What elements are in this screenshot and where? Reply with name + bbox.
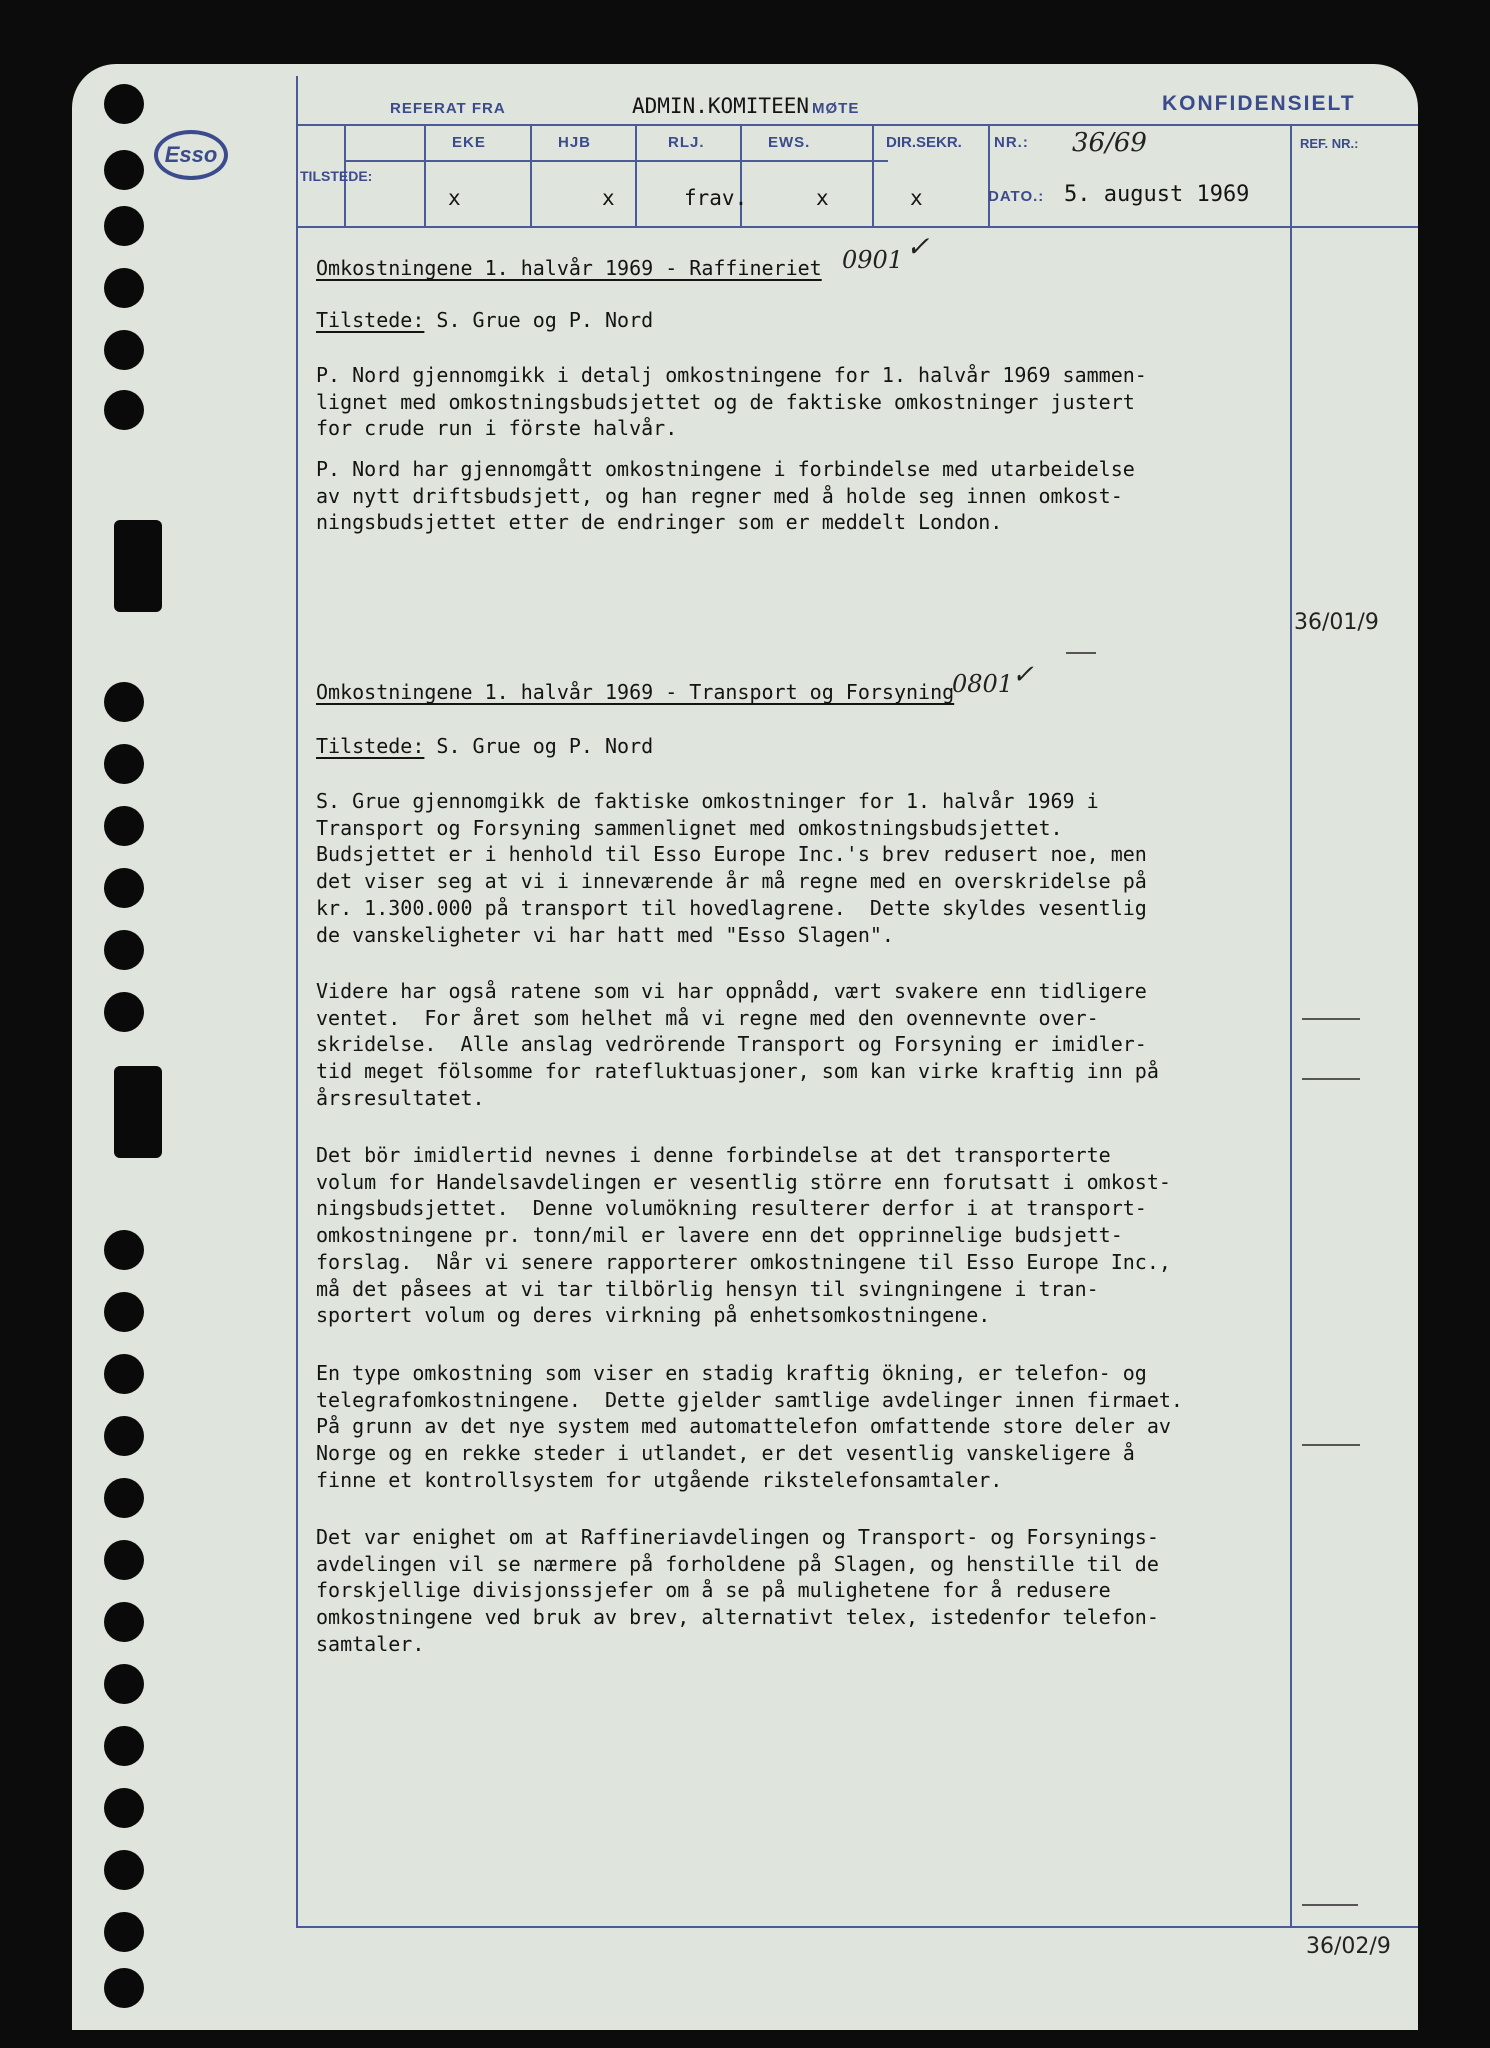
col-label-hjb: HJB — [558, 134, 592, 151]
form-divider — [872, 126, 874, 226]
binder-hole — [104, 1664, 144, 1704]
document-page — [72, 64, 1418, 2030]
section2-ref-number: 36/02/9 — [1306, 1934, 1391, 1959]
header-mid-line — [344, 160, 888, 162]
section1-title: Omkostningene 1. halvår 1969 - Raffineriet — [316, 256, 822, 280]
form-divider — [424, 126, 426, 226]
header-top-line — [296, 124, 1418, 126]
binder-hole — [104, 268, 144, 308]
margin-mark — [1302, 1904, 1358, 1906]
section2-code: 0801 — [952, 670, 1014, 698]
binder-hole — [104, 330, 144, 370]
binder-hole — [104, 1850, 144, 1890]
checkmark-icon: ✓ — [906, 230, 930, 263]
header-bottom-line — [296, 226, 1418, 228]
binder-hole — [104, 744, 144, 784]
referat-label: REFERAT FRA — [390, 100, 506, 117]
binder-hole — [104, 1788, 144, 1828]
section1-code: 0901 — [842, 246, 904, 274]
binder-hole — [104, 150, 144, 190]
col-value-dirsekr: x — [910, 186, 923, 210]
col-value-rlj: frav. — [684, 186, 748, 210]
margin-mark — [1302, 1018, 1360, 1020]
binder-hole — [104, 992, 144, 1032]
binder-hole — [104, 682, 144, 722]
section2-paragraph: Det bör imidlertid nevnes i denne forbindelse at det transporterte volum for Handelsavdelingen er vesentlig större enn forutsatt i omkost- ningsbudsjettet. Denne volumökning resulterer derfor i at transport- omkostningene pr. tonn/mil er lavere enn det opprinnelige budsjett- forslag. Når vi senere rapporterer omkostningene til Esso Europe Inc., må det påsees at vi tar tilbörlig hensyn til svingningene i tran- sportert volum og deres virkning på enhetsomkostningene. — [316, 1143, 1171, 1328]
margin-mark — [1066, 652, 1096, 654]
binder-hole — [104, 1912, 144, 1952]
section1-paragraph: P. Nord gjennomgikk i detalj omkostningene for 1. halvår 1969 sammen- lignet med omkostningsbudsjettet og de faktiske omkostninger justert for crude run i förste halvår. — [316, 363, 1147, 441]
binder-hole — [104, 1602, 144, 1642]
committee-name: ADMIN.KOMITEEN — [632, 94, 810, 118]
col-label-ews: EWS. — [768, 134, 811, 151]
binder-hole — [104, 1416, 144, 1456]
col-label-eke: EKE — [452, 134, 486, 151]
margin-mark — [1302, 1078, 1360, 1080]
col-value-hjb: x — [602, 186, 615, 210]
binder-hole — [104, 1292, 144, 1332]
col-value-ews: x — [816, 186, 829, 210]
section1-tilstede — [316, 308, 653, 332]
form-divider — [635, 126, 637, 226]
binder-hole — [104, 390, 144, 430]
binder-hole — [104, 1478, 144, 1518]
form-divider — [530, 126, 532, 226]
dato-label: DATO.: — [988, 188, 1045, 205]
ref-nr-label: REF. NR.: — [1300, 136, 1359, 151]
binder-hole — [104, 1230, 144, 1270]
tilstede-value: S. Grue og P. Nord — [436, 734, 654, 758]
nr-value: 36/69 — [1072, 128, 1147, 158]
binder-hole — [104, 868, 144, 908]
binder-hole — [104, 930, 144, 970]
form-left-border — [296, 76, 298, 1926]
binder-hole — [104, 84, 144, 124]
section2-title: Omkostningene 1. halvår 1969 - Transport og Forsyning — [316, 680, 955, 704]
binder-tab — [114, 520, 162, 612]
tilstede-label: Tilstede: — [316, 734, 425, 758]
dato-value: 5. august 1969 — [1064, 182, 1250, 207]
form-divider — [740, 126, 742, 226]
col-value-eke: x — [448, 186, 461, 210]
form-bottom-line — [296, 1926, 1418, 1928]
section2-paragraph: S. Grue gjennomgikk de faktiske omkostninger for 1. halvår 1969 i Transport og Forsyning sammenlignet med omkostningsbudsjettet. Budsjettet er i henhold til Esso Europe Inc.'s brev redusert noe, men det viser seg at vi i inneværende år må regne med en overskridelse på kr. 1.300.000 på transport til hovedlagrene. Dette skyldes vesentlig de vanskeligheter vi har hatt med "Esso Slagen". — [316, 789, 1147, 947]
classification-label: KONFIDENSIELT — [1162, 92, 1356, 115]
section1-ref-number: 36/01/9 — [1294, 610, 1379, 635]
nr-label: NR.: — [994, 134, 1029, 151]
ref-column-border — [1290, 126, 1292, 1926]
binder-hole — [104, 1726, 144, 1766]
col-label-dirsekr: DIR.SEKR. — [886, 134, 962, 151]
binder-hole — [104, 806, 144, 846]
col-label-rlj: RLJ. — [668, 134, 705, 151]
tilstede-header-label: TILSTEDE: — [300, 168, 373, 184]
binder-hole — [104, 206, 144, 246]
esso-logo: Esso — [154, 130, 228, 180]
section2-paragraph: Videre har også ratene som vi har oppnådd, vært svakere enn tidligere ventet. For året som helhet må vi regne med den ovennevnte over- skridelse. Alle anslag vedrörende Transport og Forsyning er imidler- tid meget fölsomme for ratefluktuasjoner, som kan virke kraftig inn på årsresultatet. — [316, 979, 1159, 1110]
section2-paragraph: En type omkostning som viser en stadig kraftig ökning, er telefon- og telegrafomkostningene. Dette gjelder samtlige avdelinger innen firmaet. På grunn av det nye system med automattelefon omfattende store deler av Norge og en rekke steder i utlandet, er det vesentlig vanskeligere å finne et kontrollsystem for utgående rikstelefonsamtaler. — [316, 1361, 1183, 1492]
section2-paragraph: Det var enighet om at Raffineriavdelingen og Transport- og Forsynings- avdelingen vil se nærmere på forholdene på Slagen, og henstille til de forskjellige divisjonssjefer om å se på mulighetene for å redusere omkostningene ved bruk av brev, alternativt telex, istedenfor telefon- samtaler. — [316, 1525, 1159, 1656]
binder-tab — [114, 1066, 162, 1158]
binder-hole — [104, 1968, 144, 2008]
form-divider — [988, 126, 990, 226]
binder-hole — [104, 1540, 144, 1580]
section1-paragraph: P. Nord har gjennomgått omkostningene i forbindelse med utarbeidelse av nytt driftsbudsjett, og han regner med å holde seg innen omkost- ningsbudsjettet etter de endringer som er meddelt London. — [316, 457, 1135, 535]
tilstede-value: S. Grue og P. Nord — [436, 308, 654, 332]
margin-mark — [1302, 1444, 1360, 1446]
checkmark-icon: ✓ — [1012, 660, 1034, 690]
binder-hole — [104, 1354, 144, 1394]
mote-label: MØTE — [812, 100, 860, 117]
section2-tilstede — [316, 734, 653, 758]
tilstede-label: Tilstede: — [316, 308, 425, 332]
